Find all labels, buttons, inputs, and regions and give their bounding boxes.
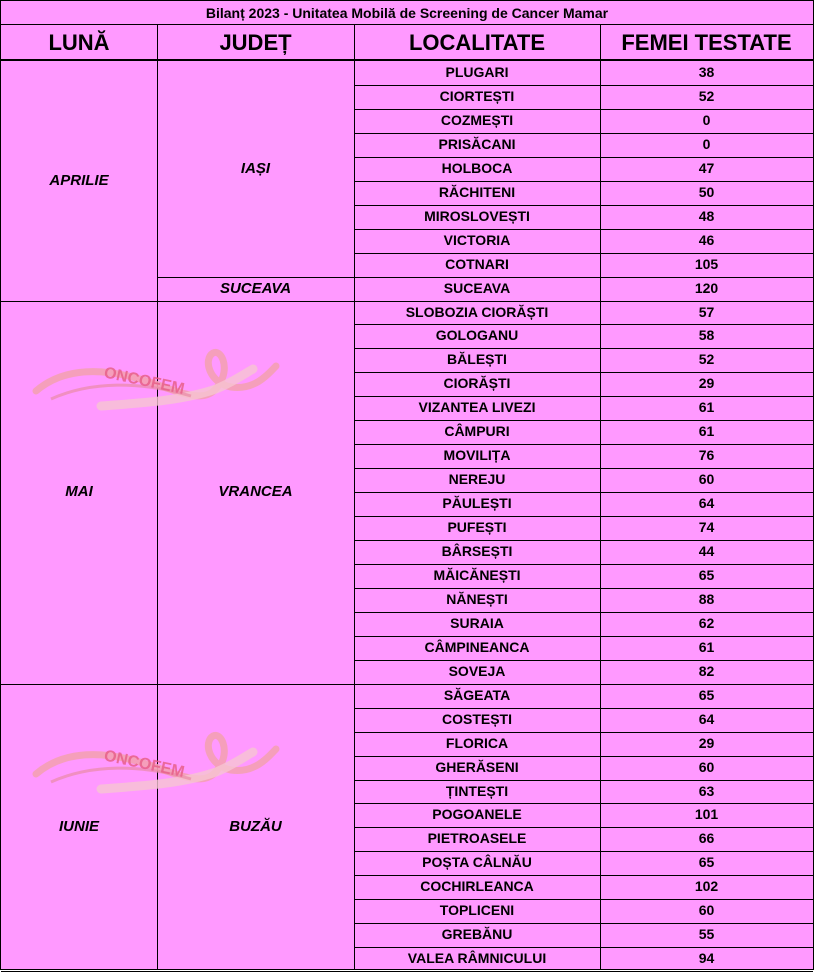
locality-cell: PLUGARI	[445, 64, 509, 80]
locality-cell: SUCEAVA	[443, 279, 511, 296]
oncofem-ribbon-logo	[31, 341, 281, 431]
header-localitate: LOCALITATE	[354, 25, 600, 61]
tested-count-cell: 74	[698, 519, 715, 536]
locality-cell: CIORĂȘTI	[443, 375, 511, 392]
locality-cell: GHERĂSENI	[435, 758, 519, 775]
locality-cell: VICTORIA	[443, 231, 511, 248]
tested-count-cell: 60	[698, 902, 715, 919]
locality-cell: COTNARI	[445, 255, 509, 272]
header-femei-testate: FEMEI TESTATE	[600, 25, 813, 61]
tested-count-cell: 120	[694, 279, 719, 296]
tested-count-cell: 105	[694, 255, 719, 272]
tested-count-cell: 46	[698, 231, 715, 248]
month-cell: MAI	[65, 483, 93, 501]
locality-cell: ȚINTEȘTI	[445, 782, 509, 799]
tested-count-cell: 38	[698, 64, 715, 80]
tested-count-cell: 65	[698, 686, 715, 703]
tested-count-cell: 94	[698, 950, 715, 967]
locality-cell: PIETROASELE	[427, 830, 527, 847]
county-cell: BUZĂU	[229, 818, 282, 836]
locality-cell: CÂMPINEANCA	[424, 638, 530, 655]
locality-cell: SOVEJA	[448, 662, 506, 679]
locality-cell: VALEA RÂMNICULUI	[407, 950, 547, 967]
tested-count-cell: 52	[698, 87, 715, 104]
tested-count-cell: 61	[698, 399, 715, 416]
tested-count-cell: 65	[698, 854, 715, 871]
locality-cell: NĂNEȘTI	[446, 590, 508, 607]
tested-count-cell: 57	[698, 303, 715, 320]
header-judet: JUDEȚ	[157, 25, 354, 61]
tested-count-cell: 82	[698, 662, 715, 679]
tested-count-cell: 47	[698, 159, 715, 176]
locality-cell: SURAIA	[450, 614, 504, 631]
tested-count-cell: 61	[698, 638, 715, 655]
tested-count-cell: 63	[698, 782, 715, 799]
locality-cell: RĂCHITENI	[438, 183, 516, 200]
locality-cell: BÂRSEȘTI	[441, 543, 513, 559]
locality-cell: PUFEȘTI	[447, 519, 507, 536]
month-divider	[1, 301, 354, 302]
tested-count-cell: 61	[698, 423, 715, 440]
county-cell: VRANCEA	[218, 483, 293, 501]
month-divider	[1, 684, 354, 685]
locality-cell: POGOANELE	[432, 806, 522, 823]
tested-count-cell: 50	[698, 183, 715, 200]
locality-cell: GREBĂNU	[441, 926, 513, 943]
locality-cell: CIORTEȘTI	[439, 87, 515, 104]
tested-count-cell: 55	[698, 926, 715, 943]
locality-cell: MOVILIȚA	[443, 447, 511, 464]
tested-count-cell: 0	[702, 111, 711, 128]
tested-count-cell: 29	[698, 734, 715, 751]
tested-count-cell: 0	[702, 135, 711, 152]
locality-cell: BĂLEȘTI	[447, 351, 507, 368]
table-title: Bilanț 2023 - Unitatea Mobilă de Screening de Cancer Mamar	[1, 1, 813, 25]
tested-count-cell: 64	[698, 710, 715, 727]
county-divider	[157, 277, 354, 278]
locality-cell: CÂMPURI	[444, 423, 510, 440]
tested-count-cell: 48	[698, 207, 715, 224]
month-cell: IUNIE	[58, 818, 99, 836]
locality-cell: NEREJU	[448, 471, 506, 488]
tested-count-cell: 65	[698, 566, 715, 583]
oncofem-logo-text: ONCOFEM	[102, 363, 186, 398]
oncofem-ribbon-logo	[31, 724, 281, 814]
oncofem-logo-text: ONCOFEM	[102, 747, 186, 781]
locality-cell: FLORICA	[445, 734, 509, 751]
locality-cell: GOLOGANU	[435, 327, 519, 344]
locality-cell: COSTEȘTI	[441, 710, 512, 727]
month-cell: APRILIE	[49, 171, 109, 189]
county-cell: IAȘI	[240, 159, 271, 177]
locality-cell: HOLBOCA	[441, 159, 513, 176]
county-cell: SUCEAVA	[219, 279, 292, 297]
tested-count-cell: 66	[698, 830, 715, 847]
tested-count-cell: 88	[698, 590, 715, 607]
tested-count-cell: 64	[698, 495, 715, 512]
tested-count-cell: 62	[698, 614, 715, 631]
locality-cell: PĂULEȘTI	[442, 495, 512, 512]
tested-count-cell: 101	[694, 806, 719, 823]
locality-cell: COZMEȘTI	[440, 111, 514, 128]
tested-count-cell: 58	[698, 327, 715, 344]
locality-cell: TOPLICENI	[439, 902, 515, 919]
tested-count-cell: 60	[698, 758, 715, 775]
locality-cell: POȘTA CÂLNĂU	[422, 854, 532, 871]
tested-count-cell: 102	[694, 878, 719, 895]
tested-count-cell: 76	[698, 447, 715, 464]
locality-cell: SĂGEATA	[443, 686, 511, 703]
locality-cell: COCHIRLEANCA	[420, 878, 534, 895]
tested-count-cell: 60	[698, 471, 715, 488]
locality-cell: VIZANTEA LIVEZI	[418, 399, 536, 416]
locality-cell: SLOBOZIA CIORĂȘTI	[405, 303, 549, 320]
locality-cell: PRISĂCANI	[438, 135, 516, 152]
tested-count-cell: 44	[698, 543, 715, 559]
locality-cell: MIROSLOVEȘTI	[424, 207, 530, 224]
tested-count-cell: 29	[698, 375, 715, 392]
tested-count-cell: 52	[698, 351, 715, 368]
locality-cell: MĂICĂNEȘTI	[433, 566, 521, 583]
header-luna: LUNĂ	[1, 25, 157, 61]
